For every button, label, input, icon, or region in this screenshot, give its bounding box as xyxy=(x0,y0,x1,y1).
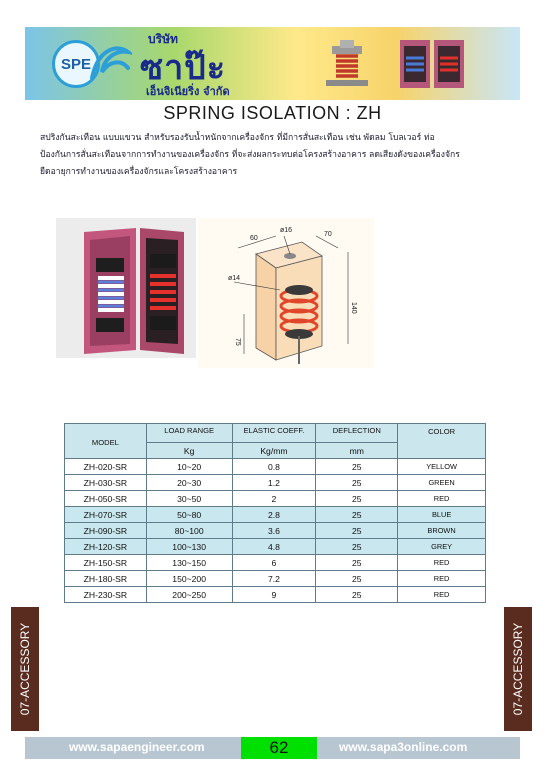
dim-height-label: 140 xyxy=(350,302,357,314)
page-title: SPRING ISOLATION : ZH xyxy=(163,103,382,123)
header-product-image xyxy=(322,40,372,88)
table-row xyxy=(65,459,486,475)
cell-color: RED xyxy=(398,491,486,507)
cell-model: ZH-020-SR xyxy=(65,459,147,475)
header-model: MODEL xyxy=(65,424,147,459)
cell-deflection: 25 xyxy=(316,523,398,539)
logo-text: SPE xyxy=(60,55,91,73)
header-elastic: ELASTIC COEFF. xyxy=(232,424,316,443)
cell-model: ZH-070-SR xyxy=(65,507,147,523)
cell-load-range: 130~150 xyxy=(146,555,232,571)
cell-model: ZH-050-SR xyxy=(65,491,147,507)
footer-bar xyxy=(25,737,520,759)
side-tab-label: 07-ACCESSORY xyxy=(511,622,525,716)
cell-deflection: 25 xyxy=(316,571,398,587)
cell-deflection: 25 xyxy=(316,539,398,555)
header-color: COLOR xyxy=(398,424,486,459)
table-row xyxy=(65,475,486,491)
cell-load-range: 30~50 xyxy=(146,491,232,507)
spec-table xyxy=(64,423,486,603)
logo-swoosh-icon xyxy=(88,38,132,86)
cell-load-range: 150~200 xyxy=(146,571,232,587)
dim-lower-label: 75 xyxy=(234,338,241,346)
cell-load-range: 50~80 xyxy=(146,507,232,523)
cell-load-range: 10~20 xyxy=(146,459,232,475)
cell-color: RED xyxy=(398,587,486,603)
side-tab-right xyxy=(504,607,532,731)
description xyxy=(40,130,510,181)
cell-model: ZH-230-SR xyxy=(65,587,147,603)
footer-url-right[interactable]: www.sapa3online.com xyxy=(339,740,468,754)
cell-elastic: 9 xyxy=(232,587,316,603)
cell-elastic: 7.2 xyxy=(232,571,316,587)
cell-load-range: 200~250 xyxy=(146,587,232,603)
unit-load-range: Kg xyxy=(146,443,232,459)
brand-prefix: บริษัท xyxy=(148,32,178,46)
dim-depth-label: 70 xyxy=(324,231,332,238)
dim-top-dia-label: ø16 xyxy=(280,227,293,234)
header-product-image-2 xyxy=(398,38,468,90)
cell-deflection: 25 xyxy=(316,587,398,603)
footer-url-left[interactable]: www.sapaengineer.com xyxy=(69,740,205,754)
cell-color: GREY xyxy=(398,539,486,555)
cell-load-range: 100~130 xyxy=(146,539,232,555)
header-deflection: DEFLECTION xyxy=(316,424,398,443)
cell-elastic: 2 xyxy=(232,491,316,507)
table-row xyxy=(65,539,486,555)
header-load-range: LOAD RANGE xyxy=(146,424,232,443)
table-row xyxy=(65,587,486,603)
table-row xyxy=(65,523,486,539)
table-row xyxy=(65,507,486,523)
brand-subtitle: เอ็นจิเนียริ่ง จำกัด xyxy=(146,85,230,98)
cell-elastic: 6 xyxy=(232,555,316,571)
cell-color: BLUE xyxy=(398,507,486,523)
cell-model: ZH-030-SR xyxy=(65,475,147,491)
dim-width-label: 60 xyxy=(250,235,258,242)
cell-model: ZH-150-SR xyxy=(65,555,147,571)
cell-elastic: 1.2 xyxy=(232,475,316,491)
cell-color: BROWN xyxy=(398,523,486,539)
description-line: ป้องกันการสั่นสะเทือนจากการทำงานของเครื่องจักร ที่จะส่งผลกระทบต่อโครงสร้างอาคาร ลดเสียงดังของเครื่องจักร xyxy=(40,150,460,160)
cell-deflection: 25 xyxy=(316,507,398,523)
cell-color: RED xyxy=(398,571,486,587)
cell-model: ZH-120-SR xyxy=(65,539,147,555)
dim-rod-dia-label: ø14 xyxy=(228,275,241,282)
unit-elastic: Kg/mm xyxy=(232,443,316,459)
cell-color: RED xyxy=(398,555,486,571)
cell-color: YELLOW xyxy=(398,459,486,475)
description-line: สปริงกันสะเทือน แบบแขวน สำหรับรองรับน้ำหนักจากเครื่องจักร ที่มีการสั่นสะเทือน เช่น พัดลม โบลเวอร์ ท่อ xyxy=(40,133,435,143)
cell-elastic: 0.8 xyxy=(232,459,316,475)
cell-deflection: 25 xyxy=(316,491,398,507)
description-line: ยืดอายุการทำงานของเครื่องจักรและโครงสร้างอาคาร xyxy=(40,167,238,177)
cell-elastic: 4.8 xyxy=(232,539,316,555)
table-row xyxy=(65,571,486,587)
cell-model: ZH-090-SR xyxy=(65,523,147,539)
cell-deflection: 25 xyxy=(316,555,398,571)
unit-deflection: mm xyxy=(316,443,398,459)
table-row xyxy=(65,555,486,571)
cell-load-range: 80~100 xyxy=(146,523,232,539)
page-number: 62 xyxy=(241,737,317,759)
cell-color: GREEN xyxy=(398,475,486,491)
cell-model: ZH-180-SR xyxy=(65,571,147,587)
cell-load-range: 20~30 xyxy=(146,475,232,491)
table-row xyxy=(65,491,486,507)
cell-elastic: 2.8 xyxy=(232,507,316,523)
side-tab-label: 07-ACCESSORY xyxy=(18,622,32,716)
side-tab-left xyxy=(11,607,39,731)
cell-deflection: 25 xyxy=(316,459,398,475)
product-photo xyxy=(56,218,196,358)
dimension-drawing xyxy=(198,218,374,368)
cell-elastic: 3.6 xyxy=(232,523,316,539)
brand-name: ซาป๊ะ xyxy=(140,48,227,88)
cell-deflection: 25 xyxy=(316,475,398,491)
